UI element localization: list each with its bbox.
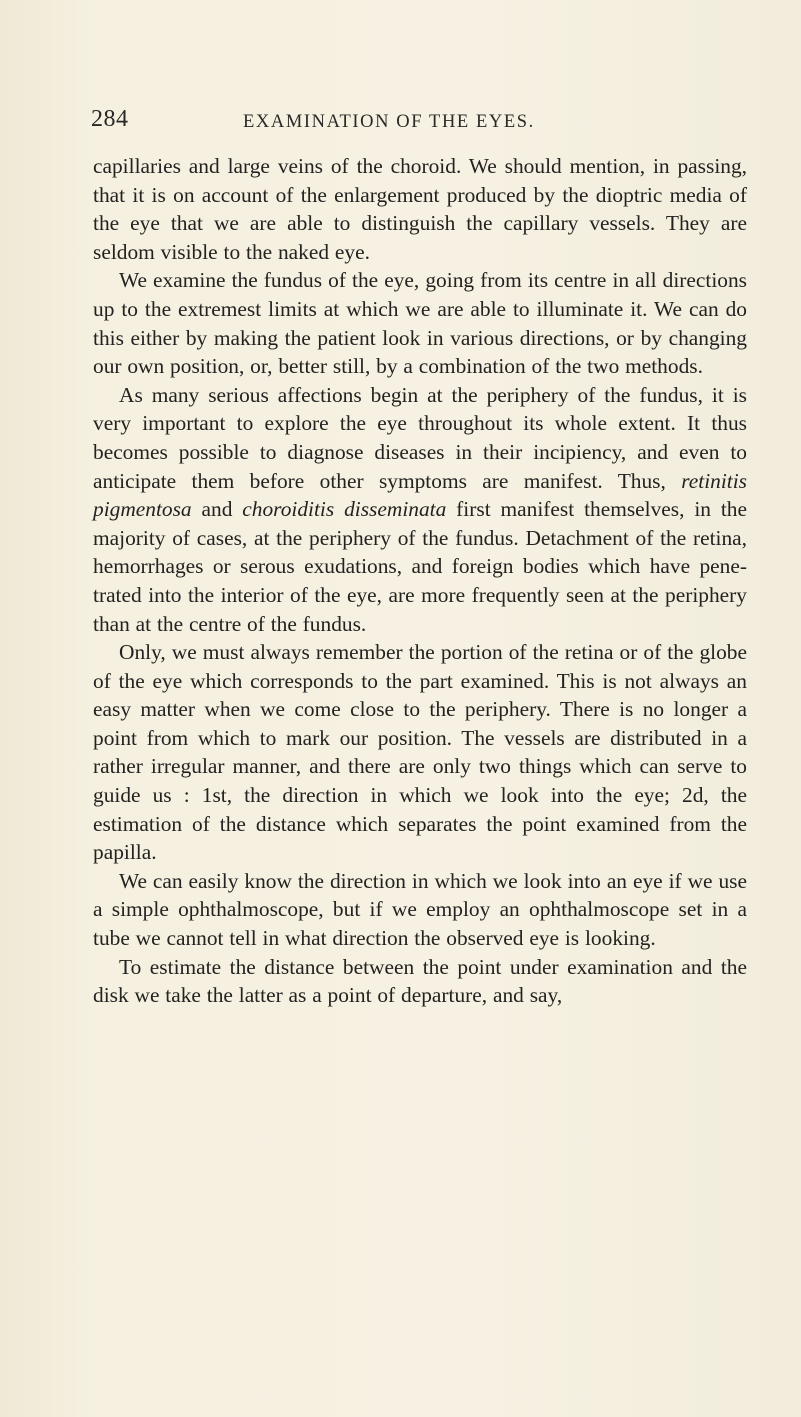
paragraph-4: Only, we must always remember the portion of the retina or of the globe of the eye which corresponds to the part examined. This is not always an easy matter when we come close to the periphery. There is no longer a point from which to mark our position. The vessels are distributed in a rather irregular manner, and there are only two things which can serve to guide us : 1st, the direction in which we look into the eye; 2d, the estimation of the distance which separates the point examined from the papilla.	[93, 640, 747, 865]
page-number: 284	[91, 106, 129, 132]
paragraph-6: To estimate the distance between the point under examination and the disk we take the latter as a point of departure, and say,	[93, 954, 747, 1008]
paragraph-1: capillaries and large veins of the choroid. We should mention, in passing, that it is on account of the enlargement produced by the dioptric media of the eye that we are able to distinguish the capillary vessels. They are seldom visible to the naked eye.	[93, 154, 747, 264]
term-retinitis-pigmentosa: retinitis pigmentosa	[93, 468, 747, 522]
paragraph-5: We can easily know the direction in which we look into an eye if we use a simple ophthalmoscope, but if we employ an ophthalmoscope set in a tube we cannot tell in what direction the observed eye is looking.	[93, 868, 747, 951]
paragraph-3-text-c: first manifest themselves, in the majority of cases, at the periphery of the fundus. Detachment of the retina, hemorrhages or serous exudations, and foreign bodies which have penetrated into the interior of the eye, are more frequently seen at the periphery than at the centre of the fundus.	[93, 497, 747, 636]
paragraph-3-text-a: As many serious affections begin at the periphery of the fundus, it is very important to explore the eye throughout its whole extent. It thus becomes possible to diagnose diseases in their incipiency, and even to anticipate them before other symptoms are manifest. Thus,	[93, 382, 747, 493]
page-header	[0, 106, 801, 136]
paragraph-3-text-b: and	[191, 497, 243, 522]
paragraph-2: We examine the fundus of the eye, going from its centre in all directions up to the extremest limits at which we are able to illuminate it. We can do this either by making the patient look in various directions, or by changing our own position, or, better still, by a combination of the two methods.	[93, 268, 747, 379]
body-text	[93, 152, 747, 1010]
paragraph-3	[93, 381, 747, 638]
running-head: EXAMINATION OF THE EYES.	[243, 112, 535, 132]
term-choroiditis-disseminata: choroiditis disseminata	[242, 497, 447, 522]
